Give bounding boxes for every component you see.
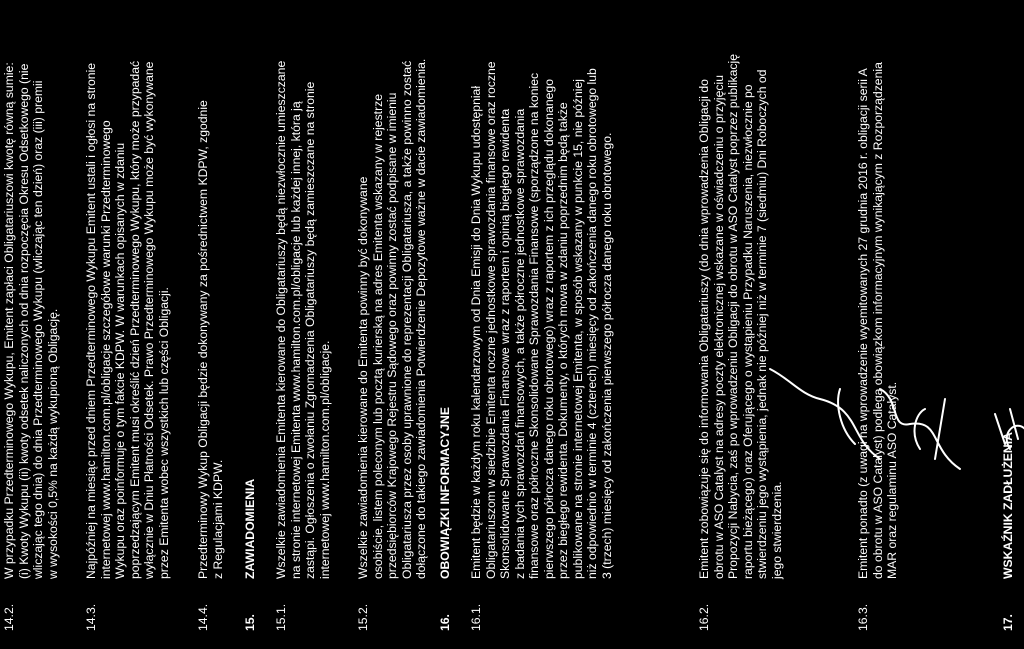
section-number: 15.2. (356, 603, 370, 631)
text-line: osobiście, listem poleconym lub pocztą kurierską na adres Emitenta wskazany w rejestrze (370, 93, 385, 579)
text-line: do obrotu w ASO Catalyst) podlega obowiązkom informacyjnym wynikającym z Rozporządzenia (870, 62, 885, 579)
text-line: Emitent będzie w każdym roku kalendarzowym od Dnia Emisji do Dnia Wykupu udostępniał (469, 85, 483, 579)
text-line: Obligatariuszom w siedzibie Emitenta roczne jednostkowe sprawozdania finansowe oraz roczne (483, 61, 498, 579)
text-line: wyłącznie w Dniu Płatności Odsetek. Prawo Przedterminowego Wykupu może być wykonywane (142, 61, 156, 579)
text-line: zastąpi. Ogłoszenia o zwołaniu Zgromadzenia Obligatariuszy będą zamieszczane na stronie (303, 81, 317, 579)
text-line: Najpóźniej na miesiąc przed dniem Przedterminowego Wykupu Emitent ustali i ogłosi na stronie (84, 62, 98, 579)
text-line: poprzedzającym Emitent musi określić dzień Przedterminowego Wykupu, który może przypadać (127, 60, 142, 579)
section-number: 14.4. (196, 603, 210, 631)
heading-15 (243, 1, 258, 631)
text-line: Obligatariusza przez osoby uprawnione do reprezentacji Obligatariusza, a także powinno zostać (399, 60, 414, 579)
text-line: wliczając tego dnia) do dnia Przedterminowego Wykupu (wliczając ten dzień) oraz (iii) premii (31, 80, 45, 579)
section-text (856, 1, 900, 579)
section-16-1 (469, 1, 614, 631)
section-number: 14.3. (84, 603, 98, 631)
section-text (196, 1, 225, 579)
section-text (469, 1, 614, 579)
signature-mark (995, 409, 1024, 449)
section-14-2 (2, 1, 60, 631)
section-15-1 (274, 1, 332, 631)
text-line: przedsiębiorców Krajowego Rejestru Sądowego oraz powinny zostać podpisane w imieniu (385, 92, 399, 579)
section-text (2, 1, 60, 579)
handwritten-signatures (760, 359, 1024, 489)
section-15-2 (356, 1, 429, 631)
text-line: finansowe oraz półroczne Skonsolidowane Sprawozdania Finansowe (sporządzone na koniec (527, 72, 541, 579)
text-line: 3 (trzech) miesięcy od zakończenia pierwszego półrocza danego roku obrotowego. (599, 132, 614, 579)
text-line: w wysokości 0,5% na każdą wykupioną Obligację. (45, 308, 60, 579)
section-heading: WSKAŹNIK ZADŁUŻENIA (1001, 432, 1015, 579)
section-number: 15. (243, 614, 257, 631)
text-line: internetowej www.hamilton.com.pl/obligacje szczegółowe warunki Przedterminowego (98, 120, 113, 579)
section-number: 16. (438, 614, 452, 631)
signature-mark (770, 369, 880, 459)
text-line: stwierdzeniu jego wystąpienia, jednak nie później niż w terminie 7 (siedmiu) Dni Roboczych od (755, 69, 769, 579)
text-line: W przypadku Przedterminowego Wykupu, Emitent zapłaci Obligatariuszowi kwotę równą sumie: (2, 62, 16, 579)
section-number: 16.1. (469, 603, 483, 631)
text-line: Propozycji Nabycia, zaś po wprowadzeniu Obligacji do obrotu w ASO Catalyst poprzez publikację (726, 53, 740, 579)
section-heading: ZAWIADOMIENIA (243, 478, 257, 579)
text-line: raportu bieżącego) oraz Oferującego o wystąpieniu Przypadku Naruszenia, niezwłocznie po (740, 84, 755, 579)
section-number: 15.1. (274, 603, 288, 631)
text-line: dołączone do takiego zawiadomienia Potwierdzenie Depozytowe ważne w dacie zawiadomienia. (414, 58, 428, 579)
text-line: niż odpowiednio w terminie 4 (czterech) miesięcy od zakończenia danego roku obrotowego lub (585, 68, 599, 579)
text-line: MAR oraz regulaminu ASO Catalyst. (885, 381, 899, 579)
text-line: z badania tych sprawozdań finansowych, a także półroczne jednostkowe sprawozdania (512, 108, 527, 579)
text-line: (i) Kwoty Wykupu (ii) kwoty odsetek naliczonych od dnia rozpoczęcia Okresu Odsetkowego (nie (16, 63, 31, 579)
text-line: pierwszego półrocza danego roku obrotowego) wraz z raportem z ich przeglądu dokonanego (541, 79, 556, 579)
text-line: na stronie internetowej Emitenta www.hamilton.com.pl/obligacje lub każdej innej, która ją (288, 101, 303, 579)
section-14-3 (84, 1, 171, 631)
heading-17 (1001, 1, 1016, 631)
text-line: publikowane na stronie internetowej Emitenta, w sposób wskazany w punkcie 15, nie później (570, 79, 585, 579)
section-number: 17. (1001, 614, 1015, 631)
section-text (274, 1, 332, 579)
section-number: 16.2. (697, 603, 711, 631)
section-16-3 (856, 1, 900, 631)
text-line: Skonsolidowane Sprawozdania Finansowe wraz z raportem i opinią biegłego rewidenta (498, 108, 512, 579)
text-line: Przedterminowy Wykup Obligacji będzie dokonywany za pośrednictwem KDPW, zgodnie (196, 100, 210, 579)
section-text (84, 1, 171, 579)
section-text (697, 1, 784, 579)
signature-mark (880, 389, 960, 469)
text-line: z Regulacjami KDPW. (210, 459, 225, 579)
text-line: obrotu w ASO Catalyst na adresy poczty elektronicznej wskazane w oświadczeniu o przyjęciu (711, 75, 726, 579)
text-line: internetowej www.hamilton.com.pl/obligacje. (317, 340, 332, 579)
section-text (356, 1, 429, 579)
text-line: Emitent zobowiązuje się do informowania Obligatariuszy (do dnia wprowadzenia Obligacji do (697, 79, 711, 579)
section-number: 14.2. (2, 603, 16, 631)
text-line: przez biegłego rewidenta. Dokumenty, o których mowa w zdaniu poprzednim będą także (556, 102, 570, 579)
text-line: jego stwierdzenia. (769, 481, 784, 579)
text-line: Wszelkie zawiadomienia Emitenta kierowane do Obligatariuszy będą niezwłocznie umieszczane (274, 60, 288, 579)
section-16-2 (697, 1, 784, 631)
text-line: Emitent ponadto (z uwagi na wprowadzenie wyemitowanych 27 grudnia 2016 r. obligacji serii A (856, 68, 870, 579)
heading-16 (438, 1, 453, 631)
text-line: Wszelkie zawiadomienia kierowane do Emitenta powinny być dokonywane (356, 176, 370, 579)
text-line: Wykupu oraz poinformuje o tym fakcie KDPW. W warunkach opisanych w zdaniu (113, 142, 127, 579)
text-line: przez Emitenta wobec wszystkich lub części Obligacji. (156, 287, 171, 579)
section-heading: OBOWIĄZKI INFORMACYJNE (438, 407, 452, 579)
section-14-4 (196, 1, 225, 631)
section-number: 16.3. (856, 603, 870, 631)
